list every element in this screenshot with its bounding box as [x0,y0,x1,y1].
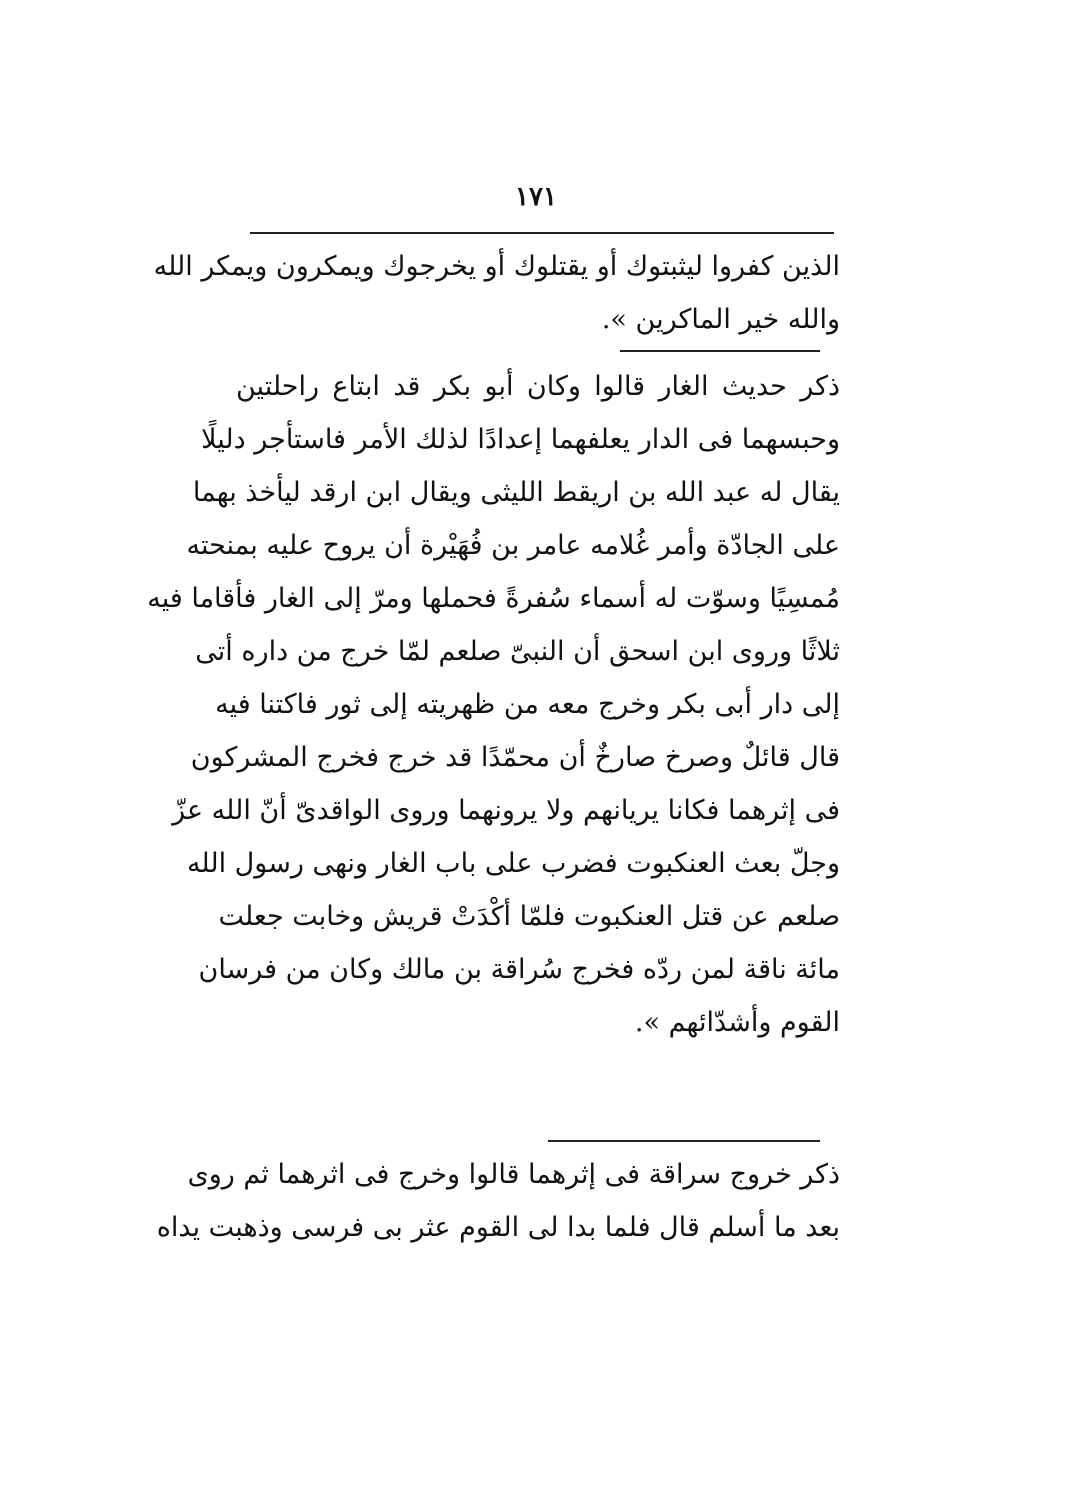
paragraph-suraqa [156,1148,840,1254]
page-number: ١٧١ [515,182,557,212]
text-line: مائة ناقة لمن ردّه فخرج سُراقة بن مالك وكان من فرسان [198,954,840,985]
text-line: قال قائلٌ وصرخ صارخٌ أن محمّدًا قد خرج فخرج المشركون [190,742,840,773]
text-line: القوم وأشدّائهم ». [634,1007,840,1038]
text-line: على الجادّة وأمر غُلامه عامر بن فُهَيْرة أن يروح عليه بمنحته [186,530,840,561]
text-line: إلى دار أبى بكر وخرج معه من ظهريته إلى ثور فاكتنا فيه [215,689,840,720]
text-line: مُمسِيًا وسوّت له أسماء سُفرةً فحملها ومرّ إلى الغار فأقاما فيه [147,583,840,614]
text-line: ذكر خروج سراقة فى إثرهما قالوا وخرج فى اثرهما ثم روى [187,1159,840,1190]
text-line: يقال له عبد الله بن اريقط الليثى ويقال ابن ارقد ليأخذ بهما [192,477,840,508]
text-line: وحبسهما فى الدار يعلفهما إعدادًا لذلك الأمر فاستأجر دليلًا [201,424,840,455]
text-line: الذين كفروا ليثبتوك أو يقتلوك أو يخرجوك ويمكرون ويمكر الله [153,251,840,282]
text-line: ذكر حديث الغار قالوا وكان أبو بكر قد ابتاع راحلتين [236,371,840,402]
text-line: بعد ما أسلم قال فلما بدا لى القوم عثر بى فرسى وذهبت يداه [156,1212,840,1243]
text-line: صلعم عن قتل العنكبوت فلمّا أكْدَتْ قريش وخابت جعلت [218,901,840,932]
section-divider [548,1140,820,1142]
text-line: ثلاثًا وروى ابن اسحق أن النبىّ صلعم لمّا خرج من داره أتى [195,636,840,667]
paragraph-cave-story [147,360,840,1049]
text-line: وجلّ بعث العنكبوت فضرب على باب الغار ونهى رسول الله [186,848,840,879]
section-divider [620,350,820,352]
paragraph-quote-ending [153,240,840,346]
text-line: والله خير الماكرين ». [601,304,840,335]
text-line: فى إثرهما فكانا يريانهم ولا يرونهما وروى الواقدىّ أنّ الله عزّ [172,795,840,826]
header-rule [250,232,834,234]
